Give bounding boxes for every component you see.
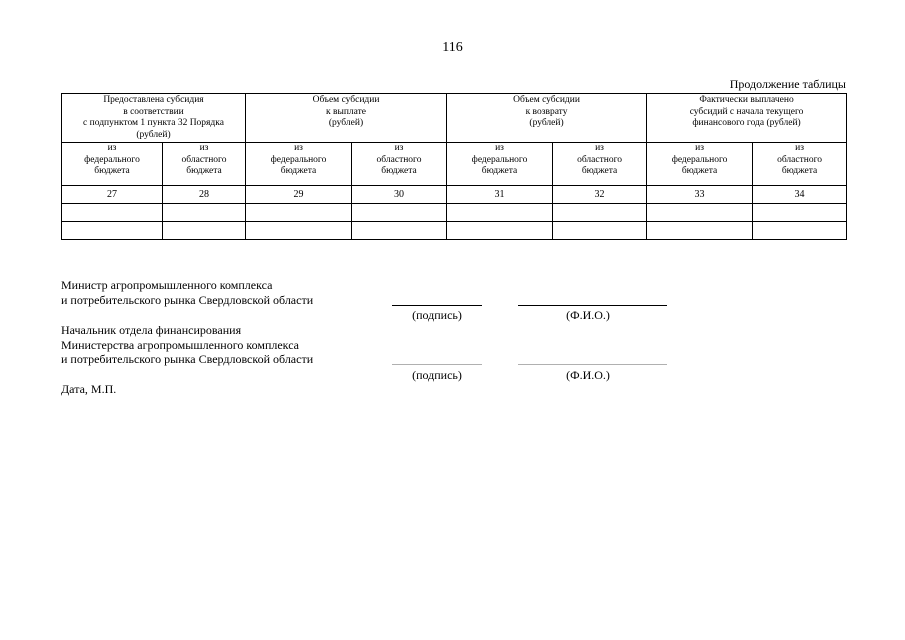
group-header-cell [246,94,447,143]
header-line: из [695,143,704,153]
header-line: Предоставлена субсидия [103,95,204,105]
sub-header-cell [62,143,163,186]
head-signature-line [392,364,482,365]
title-line: и потребительского рынка Свердловской области [61,292,314,307]
table-cell [62,222,163,240]
sub-header-cell [647,143,753,186]
table-cell [163,204,246,222]
header-line: субсидий с начала текущего [689,106,804,117]
title-line: и потребительского рынка Свердловской области [61,352,314,366]
header-line: к выплате [325,106,367,117]
header-line: бюджета [481,166,518,176]
group-header-row [62,94,847,143]
sub-header-row [62,143,847,186]
minister-signature-line [392,305,482,306]
header-line: бюджета [681,166,718,176]
header-line: бюджета [781,166,818,176]
header-line: Объем субсидии [312,95,380,105]
table-cell [62,204,163,222]
table-cell [447,204,553,222]
column-number: 27 [62,186,163,204]
header-line: (рублей) [136,129,171,140]
header-line: из [107,143,117,153]
sub-header-cell [246,143,352,186]
header-line: из [294,143,303,153]
header-line: из [394,143,404,153]
title-line: Министр агропромышленного комплекса [61,278,273,292]
table-cell [246,222,352,240]
header-line: из [495,143,504,153]
table-cell [352,222,447,240]
header-line: (рублей) [328,118,364,128]
minister-title [61,278,313,307]
header-line: в соответствии [123,106,184,117]
header-line: федерального [84,154,140,165]
table-cell [553,222,647,240]
table-cell [647,204,753,222]
header-line: бюджета [94,166,130,176]
minister-name-caption: (Ф.И.О.) [566,308,610,322]
page-number: 116 [442,40,463,55]
header-line: областного [376,154,422,165]
header-line: бюджета [381,166,417,176]
title-line: Начальник отдела финансирования [61,323,242,337]
table-cell [753,222,847,240]
continuation-label: Продолжение таблицы [729,77,846,91]
header-line: областного [577,154,622,165]
column-number-row [62,186,847,204]
table-row [62,204,847,222]
header-line: областного [181,154,227,165]
sub-header-cell [163,143,246,186]
title-line: Министерства агропромышленного комплекса [61,337,300,352]
column-number: 32 [553,186,647,204]
sub-header-cell [352,143,447,186]
group-header-cell [62,94,246,143]
header-line: с подпунктом 1 пункта 32 Порядка [83,118,224,128]
header-line: к возврату [525,106,568,117]
table-cell [647,222,753,240]
header-line: из [595,143,604,153]
column-number: 31 [447,186,553,204]
table-cell [753,204,847,222]
table-cell [163,222,246,240]
head-name-caption: (Ф.И.О.) [566,368,610,382]
table-cell [553,204,647,222]
column-number: 29 [246,186,352,204]
header-line: (рублей) [529,118,564,128]
table-cell [352,204,447,222]
sub-header-cell [447,143,553,186]
minister-name-line [518,305,667,306]
header-line: Объем субсидии [513,95,580,105]
minister-signature-caption: (подпись) [412,308,462,322]
column-number: 34 [753,186,847,204]
sub-header-cell [553,143,647,186]
column-number: 28 [163,186,246,204]
head-name-line [518,364,667,365]
header-line: федерального [671,154,728,165]
header-line: федерального [270,154,327,165]
header-line: из [199,143,209,153]
sub-header-cell [753,143,847,186]
header-line: Фактически выплачено [699,95,794,105]
header-line: бюджета [581,166,618,176]
column-number: 33 [647,186,753,204]
subsidy-table [61,93,847,240]
head-signature-caption: (подпись) [412,368,462,382]
head-title [61,323,313,367]
table-cell [447,222,553,240]
header-line: федерального [471,154,528,165]
header-line: из [795,143,804,153]
column-number: 30 [352,186,447,204]
group-header-cell [647,94,847,143]
table-row [62,222,847,240]
header-line: финансового года (рублей) [692,118,801,128]
date-stamp-label: Дата, М.П. [61,382,117,396]
header-line: бюджета [186,166,222,176]
group-header-cell [447,94,647,143]
table-cell [246,204,352,222]
header-line: областного [777,154,822,165]
header-line: бюджета [280,166,317,176]
